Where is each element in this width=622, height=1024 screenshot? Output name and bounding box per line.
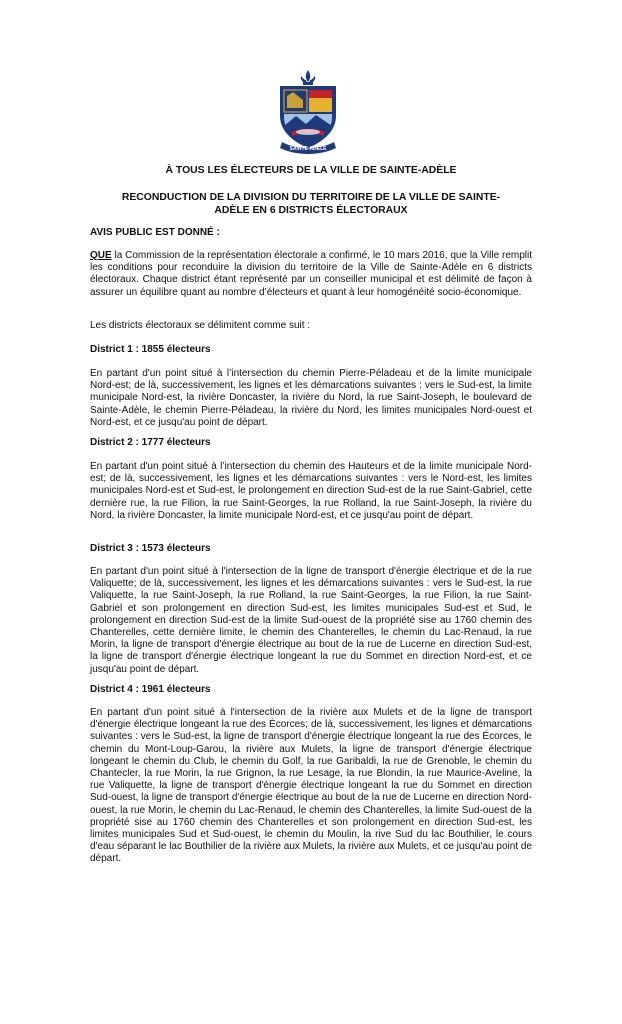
intro-paragraph bbox=[90, 250, 532, 299]
district-3-text: En partant d'un point situé à l'intersection de la ligne de transport d'énergie électrique et de la rue Valiquette; de là, successivement, les lignes et les démarcations suivantes : vers le Sud-est, la rue Valiquette, la rue Saint-Joseph, la rue Rolland, la rue Saint-Georges, la rue Filion, la rue Saint-Gabriel et son prolongement en direction Sud-est, les limites municipales Sud-est et Sud, le prolongement en direction Sud-est de la limite Sud-ouest de la propriété sise au 1760 chemin des Chanterelles, cette dernière limite, le chemin des Chanterelles, le chemin du Lac-Renaud, la rue Morin, la ligne de transport d'énergie électrique au bout de la rue de Lucerne en direction Sud-est, la ligne de transport d'énergie électrique longeant la rue du Sommet en direction Nord-est, et ce jusqu'au point de départ. bbox=[90, 566, 532, 675]
subtitle-line-2: ADÈLE EN 6 DISTRICTS ÉLECTORAUX bbox=[214, 205, 408, 216]
district-4-text: En partant d'un point situé à l'intersection de la rivière aux Mulets et de la ligne de transport d'énergie électrique longeant la rue des Écorces; de là, successivement, les lignes et démarcations suivantes : vers le Sud-est, la ligne de transport d'énergie électrique longeant la rue des Écorces, le chemin du Mont-Loup-Garou, la rivière aux Mulets, la ligne de transport d'énergie électrique longeant le chemin du Club, le chemin du Golf, la rue Garibaldi, la rue de Grenoble, le chemin du Chantecler, la rue Morin, la rue Grignon, la rue Lesage, la rue Blondin, la rue Maurice-Aveline, la rue Valiquette, la ligne de transport d'énergie électrique longeant la rue du Sommet en direction Sud-ouest, la ligne de transport d'énergie électrique au bout de la rue de Lucerne en direction Nord-ouest, la rue Morin, le chemin du Lac-Renaud, le chemin des Chanterelles, la limite Sud-ouest de la propriété sise au 1760 chemin des Chanterelles et son prolongement en direction Sud-est, les limites municipales Sud et Sud-ouest, le chemin du Moulin, la rive Sud du lac Bouthilier, le cours d'eau séparant le lac Bouthilier de la rivière aux Mulets, la rivière aux Mulets, et ce jusqu'au point de départ. bbox=[90, 707, 532, 865]
que-label: QUE bbox=[90, 250, 112, 261]
fleur-de-lis-icon bbox=[301, 70, 315, 85]
district-3-heading: District 3 : 1573 électeurs bbox=[90, 543, 211, 554]
delimit-text: Les districts électoraux se délimitent comme suit : bbox=[90, 320, 311, 331]
subtitle-line-1: RECONDUCTION DE LA DIVISION DU TERRITOIRE DE LA VILLE DE SAINTE- bbox=[121, 192, 501, 203]
avis-heading: AVIS PUBLIC EST DONNÉ : bbox=[90, 227, 220, 238]
crest-icon bbox=[270, 68, 346, 154]
city-crest-logo bbox=[270, 68, 346, 154]
intro-text: la Commission de la représentation électorale a confirmé, le 10 mars 2016, que la Ville remplit les conditions pour reconduire la division du territoire de la Ville de Sainte-Adèle en 6 districts électoraux. Chaque district étant représenté par un conseiller municipal et est délimité de façon à assurer un équilibre quant au nombre d’électeurs et quant à leur homogénéité socio-économique. bbox=[90, 250, 532, 298]
district-2-heading: District 2 : 1777 électeurs bbox=[90, 437, 211, 448]
subtitle bbox=[100, 191, 522, 217]
crest-banner-text: SAINTE-ADÈLE bbox=[289, 146, 327, 152]
main-title: À TOUS LES ÉLECTEURS DE LA VILLE DE SAINTE-ADÈLE bbox=[165, 165, 457, 176]
district-1-text: En partant d'un point situé à l’intersection du chemin Pierre-Péladeau et de la limite municipale Nord-est; de là, successivement, les lignes et les démarcations suivantes : vers le Sud-est, la limite municipale Nord-est, la rivière Doncaster, la rivière du Nord, la rue Saint-Joseph, le boulevard de Sainte-Adèle, le chemin Pierre-Péladeau, la rivière du Nord, les limites municipales Nord-ouest et Nord-est, et ce jusqu'au point de départ. bbox=[90, 368, 532, 428]
district-2-text: En partant d'un point situé à l’intersection du chemin des Hauteurs et de la limite municipale Nord-est; de là, successivement, les lignes et les démarcations suivantes : vers le Nord-est, les limites municipales Nord-est et Sud-est, le prolongement en direction Sud-est de la rue Saint-Gabriel, cette dernière rue, la rue Filion, la rue Saint-Georges, la rue Rolland, la rue Saint-Joseph, la rivière du Nord, la rivière Doncaster, la limite municipale Nord-est, et ce jusqu'au point de départ. bbox=[90, 461, 532, 521]
district-1-heading: District 1 : 1855 électeurs bbox=[90, 344, 211, 355]
district-4-heading: District 4 : 1961 électeurs bbox=[90, 684, 211, 695]
